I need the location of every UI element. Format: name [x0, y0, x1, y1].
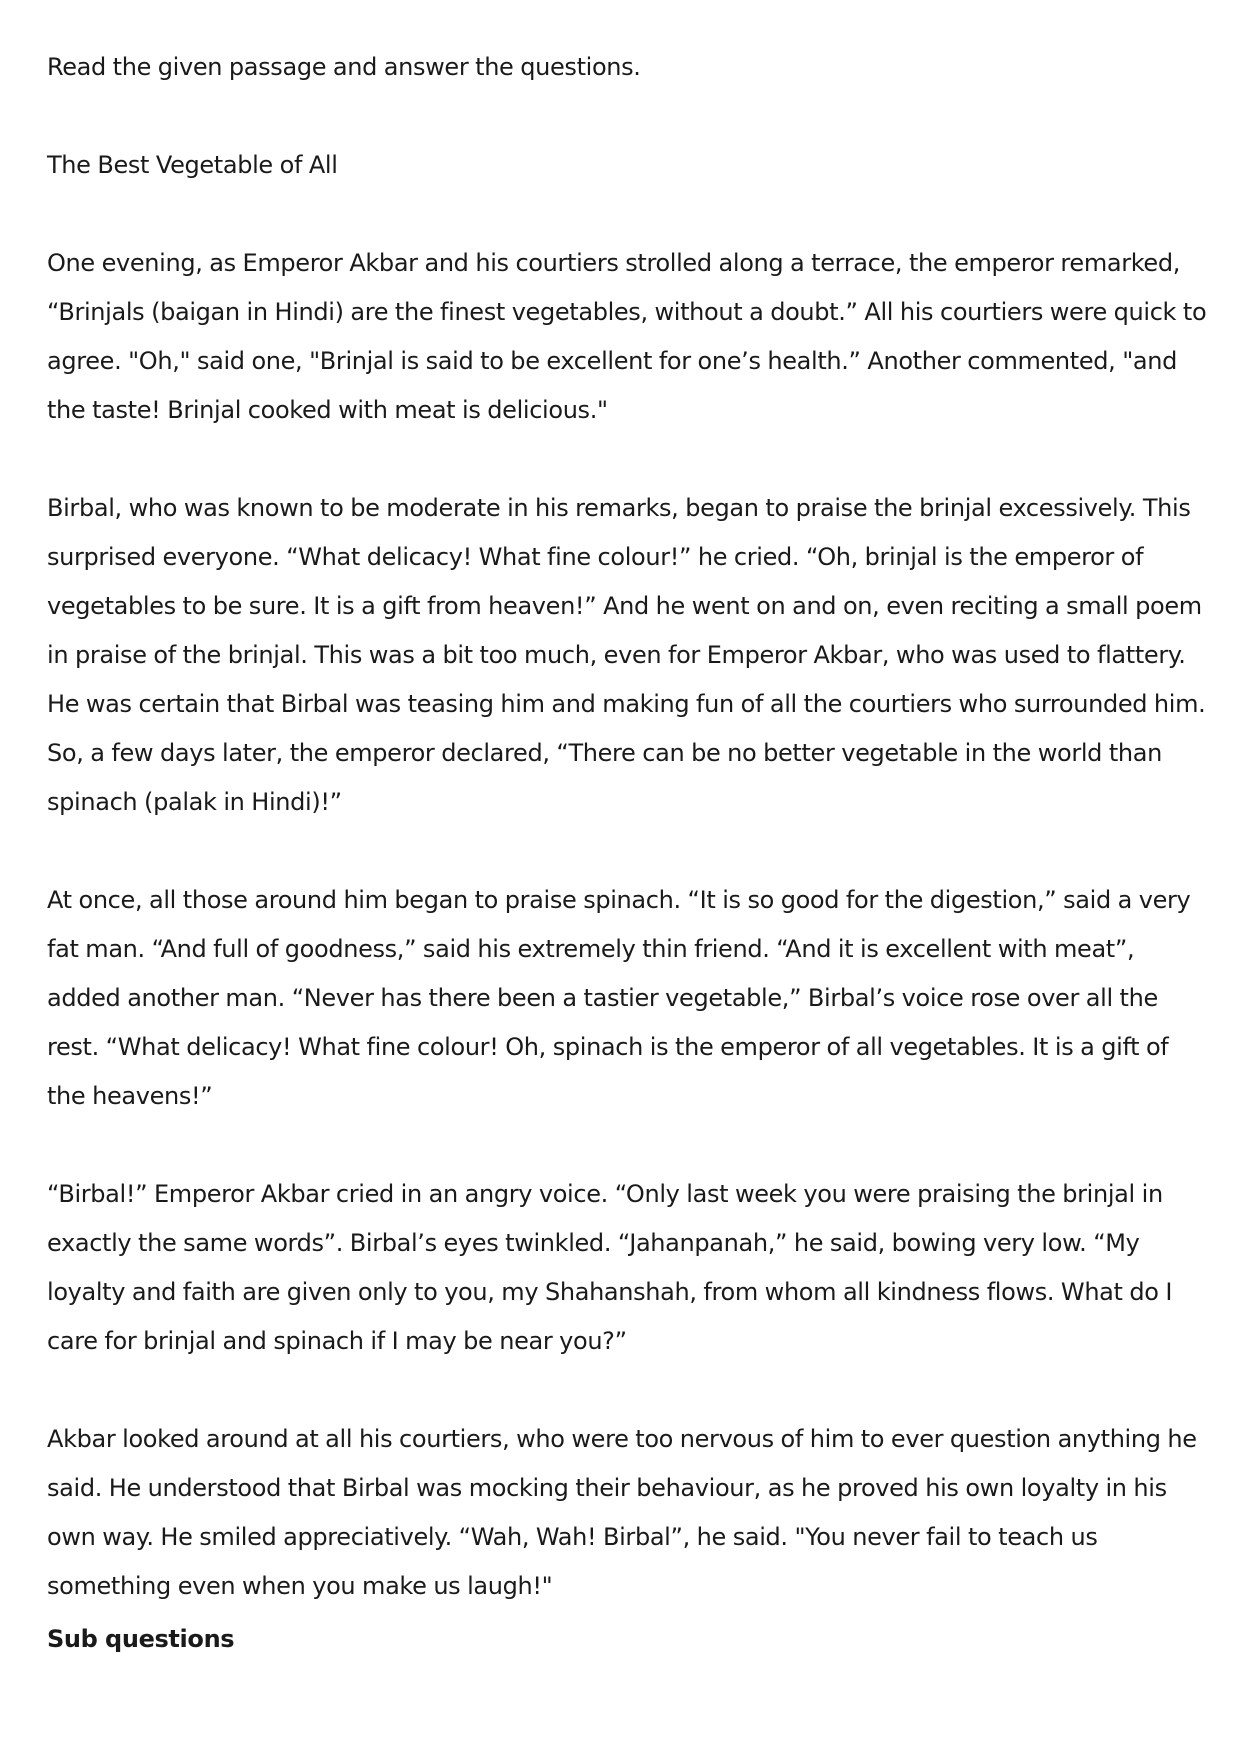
passage-paragraph-2: Birbal, who was known to be moderate in his remarks, began to praise the brinjal excessively. This surprised everyone. “What delicacy! What fine colour!” he cried. “Oh, brinjal is the emperor of vegetables to be sure. It is a gift from heaven!” And he went on and on, even reciting a small poem in praise of the brinjal. This was a bit too much, even for Emperor Akbar, who was used to flattery. He was certain that Birbal was teasing him and making fun of all the courtiers who surrounded him. So, a few days later, the emperor declared, “There can be no better vegetable in the world than spinach (palak in Hindi)!”: [47, 494, 1206, 816]
passage-paragraph-3: At once, all those around him began to praise spinach. “It is so good for the digestion,” said a very fat man. “And full of goodness,” said his extremely thin friend. “And it is excellent with meat”, added another man. “Never has there been a tastier vegetable,” Birbal’s voice rose over all the rest. “What delicacy! What fine colour! Oh, spinach is the emperor of all vegetables. It is a gift of the heavens!”: [47, 886, 1191, 1110]
passage-paragraph-5: Akbar looked around at all his courtiers, who were too nervous of him to ever question anything he said. He understood that Birbal was mocking their behaviour, as he proved his own loyalty in his own way. He smiled appreciatively. “Wah, Wah! Birbal”, he said. "You never fail to teach us something even when you make us laugh!": [47, 1425, 1197, 1600]
sub-questions-heading: Sub questions: [47, 1625, 235, 1653]
passage-paragraph-1: One evening, as Emperor Akbar and his courtiers strolled along a terrace, the emperor remarked, “Brinjals (baigan in Hindi) are the finest vegetables, without a doubt.” All his courtiers were quick to agree. "Oh," said one, "Brinjal is said to be excellent for one’s health.” Another commented, "and the taste! Brinjal cooked with meat is delicious.": [47, 249, 1207, 424]
instruction-text: Read the given passage and answer the questions.: [47, 53, 641, 81]
passage-title: The Best Vegetable of All: [47, 151, 338, 179]
passage-paragraph-4: “Birbal!” Emperor Akbar cried in an angry voice. “Only last week you were praising the brinjal in exactly the same words”. Birbal’s eyes twinkled. “Jahanpanah,” he said, bowing very low. “My loyalty and faith are given only to you, my Shahanshah, from whom all kindness flows. What do I care for brinjal and spinach if I may be near you?”: [47, 1180, 1173, 1355]
document-page: [47, 43, 1207, 1664]
